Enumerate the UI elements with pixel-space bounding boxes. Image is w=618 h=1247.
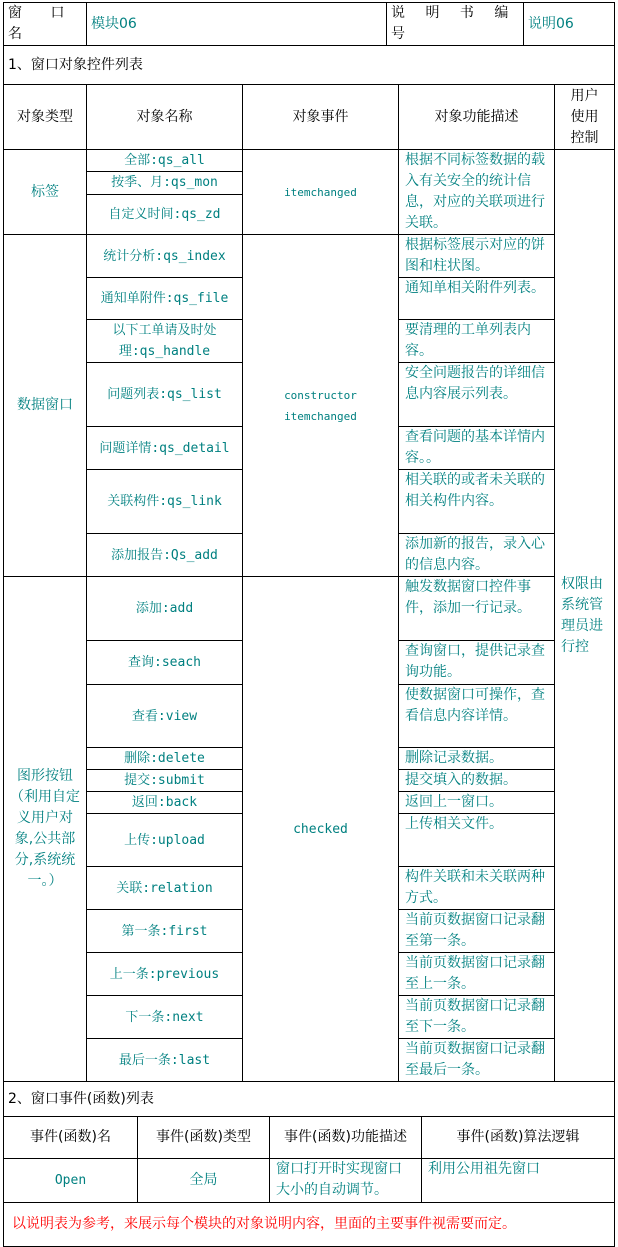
spec-no-label: 说 明 书 编 号 xyxy=(387,3,524,46)
object-name: 全部:qs_all xyxy=(87,150,243,172)
object-description: 通知单相关附件列表。 xyxy=(399,278,555,320)
object-description: 删除记录数据。 xyxy=(399,748,555,770)
object-name: 第一条:first xyxy=(87,910,243,953)
object-name: 通知单附件:qs_file xyxy=(87,278,243,320)
col-header-description: 对象功能描述 xyxy=(399,85,555,150)
object-description: 查询窗口，提供记录查询功能。 xyxy=(399,641,555,685)
object-name: 提交:submit xyxy=(87,770,243,792)
object-name: 上一条:previous xyxy=(87,953,243,996)
event-name: Open xyxy=(4,1159,138,1203)
type-label: 标签 xyxy=(4,150,87,235)
section1-title: 1、窗口对象控件列表 xyxy=(4,46,615,85)
object-description: 当前页数据窗口记录翻至上一条。 xyxy=(399,953,555,996)
object-event: itemchanged xyxy=(243,150,399,235)
type-datawindow: 数据窗口 xyxy=(4,235,87,577)
object-description: 当前页数据窗口记录翻至第一条。 xyxy=(399,910,555,953)
object-description: 构件关联和未关联两种方式。 xyxy=(399,867,555,910)
object-name: 查询:seach xyxy=(87,641,243,685)
object-name: 按季、月:qs_mon xyxy=(87,172,243,194)
section2-title: 2、窗口事件(函数)列表 xyxy=(4,1082,615,1117)
col-header-type: 对象类型 xyxy=(4,85,87,150)
object-description: 触发数据窗口控件事件，添加一行记录。 xyxy=(399,577,555,641)
object-name: 添加报告:Qs_add xyxy=(87,534,243,577)
spec-no-value: 说明06 xyxy=(524,3,615,46)
object-name: 关联构件:qs_link xyxy=(87,470,243,534)
object-event: checked xyxy=(243,577,399,1082)
object-name: 添加:add xyxy=(87,577,243,641)
object-name: 下一条:next xyxy=(87,996,243,1039)
object-description: 提交填入的数据。 xyxy=(399,770,555,792)
spec-document xyxy=(3,2,614,1247)
object-description: 要清理的工单列表内容。 xyxy=(399,320,555,363)
object-description: 当前页数据窗口记录翻至下一条。 xyxy=(399,996,555,1039)
object-name: 以下工单请及时处理:qs_handle xyxy=(87,320,243,363)
object-name: 查看:view xyxy=(87,685,243,748)
object-name: 最后一条:last xyxy=(87,1039,243,1082)
window-name-label: 窗 口 名 xyxy=(4,3,87,46)
object-description: 安全问题报告的详细信息内容展示列表。 xyxy=(399,363,555,427)
object-name: 删除:delete xyxy=(87,748,243,770)
object-description: 相关联的或者未关联的相关构件内容。 xyxy=(399,470,555,534)
type-picture-button: 图形按钮（利用自定义用户对象,公共部分,系统统一。） xyxy=(4,577,87,1082)
object-name: 关联:relation xyxy=(87,867,243,910)
object-event xyxy=(243,235,399,577)
window-name-value: 模块06 xyxy=(87,3,387,46)
object-description: 添加新的报告，录入心的信息内容。 xyxy=(399,534,555,577)
object-name: 统计分析:qs_index xyxy=(87,235,243,278)
event-logic: 利用公用祖先窗口 xyxy=(422,1159,615,1203)
object-description: 根据不同标签数据的载入有关安全的统计信息，对应的关联项进行关联。 xyxy=(399,150,555,235)
user-control-value: 权限由系统管理员进行控 xyxy=(555,150,615,1082)
object-name: 返回:back xyxy=(87,792,243,814)
object-description: 查看问题的基本详情内容。。 xyxy=(399,427,555,470)
event-description: 窗口打开时实现窗口大小的自动调节。 xyxy=(270,1159,422,1203)
event-itemchanged: itemchanged xyxy=(284,409,357,423)
event-function-table xyxy=(3,1081,615,1247)
header-table xyxy=(3,2,615,46)
object-description: 根据标签展示对应的饼图和柱状图。 xyxy=(399,235,555,278)
col-header-event-name: 事件(函数)名 xyxy=(4,1117,138,1159)
object-description: 上传相关文件。 xyxy=(399,814,555,867)
col-header-user-control: 用户使用控制 xyxy=(555,85,615,150)
object-name: 问题列表:qs_list xyxy=(87,363,243,427)
event-constructor: constructor xyxy=(284,388,357,402)
object-description: 当前页数据窗口记录翻至最后一条。 xyxy=(399,1039,555,1082)
col-header-event-logic: 事件(函数)算法逻辑 xyxy=(422,1117,615,1159)
col-header-event: 对象事件 xyxy=(243,85,399,150)
col-header-name: 对象名称 xyxy=(87,85,243,150)
object-control-table xyxy=(3,45,615,1082)
object-description: 返回上一窗口。 xyxy=(399,792,555,814)
object-description: 使数据窗口可操作，查看信息内容详情。 xyxy=(399,685,555,748)
footer-note: 以说明表为参考，来展示每个模块的对象说明内容，里面的主要事件视需要而定。 xyxy=(4,1203,615,1247)
object-name: 自定义时间:qs_zd xyxy=(87,194,243,235)
object-name: 问题详情:qs_detail xyxy=(87,427,243,470)
col-header-event-type: 事件(函数)类型 xyxy=(138,1117,270,1159)
col-header-event-description: 事件(函数)功能描述 xyxy=(270,1117,422,1159)
object-name: 上传:upload xyxy=(87,814,243,867)
event-type: 全局 xyxy=(138,1159,270,1203)
